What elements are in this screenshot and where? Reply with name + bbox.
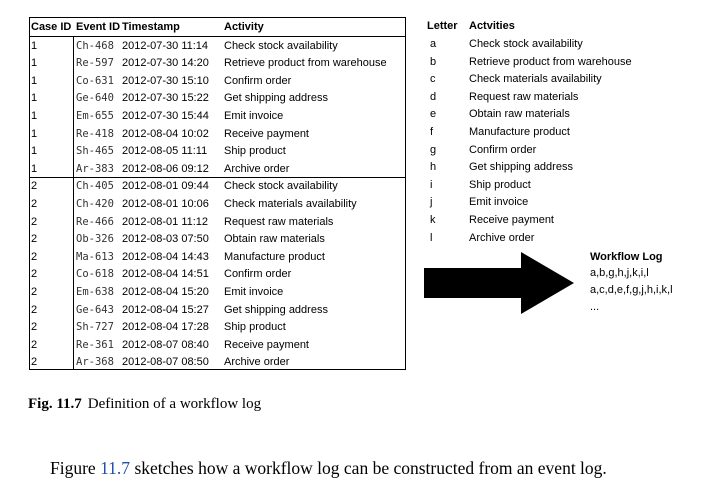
table-row bbox=[30, 196, 405, 214]
body-text-after: sketches how a workflow log can be constructed from an event log. bbox=[130, 458, 607, 478]
list-item bbox=[422, 212, 652, 230]
activity-cell: Emit invoice bbox=[224, 109, 284, 122]
case-id-cell: 2 bbox=[31, 338, 38, 351]
figure-reference-link[interactable]: 11.7 bbox=[100, 458, 131, 478]
table-row bbox=[30, 90, 405, 108]
activity-cell: Get shipping address bbox=[224, 303, 328, 316]
case-id-cell: 1 bbox=[31, 74, 38, 87]
case-id-cell: 2 bbox=[31, 285, 38, 298]
case-id-cell: 2 bbox=[31, 215, 38, 228]
event-id-cell: Sh-727 bbox=[76, 321, 114, 334]
activity-cell: Check stock availability bbox=[224, 180, 338, 193]
letter-cell: d bbox=[430, 90, 437, 103]
body-text-before: Figure bbox=[50, 458, 101, 478]
timestamp-cell: 2012-07-30 15:44 bbox=[122, 109, 209, 122]
timestamp-cell: 2012-07-30 15:10 bbox=[122, 74, 209, 87]
timestamp-cell: 2012-08-05 11:11 bbox=[122, 145, 208, 158]
event-id-cell: Ge-643 bbox=[76, 303, 114, 316]
timestamp-cell: 2012-08-04 15:27 bbox=[122, 303, 209, 316]
timestamp-cell: 2012-08-04 15:20 bbox=[122, 285, 209, 298]
timestamp-cell: 2012-08-04 10:02 bbox=[122, 127, 209, 140]
timestamp-cell: 2012-08-04 17:28 bbox=[122, 321, 209, 334]
workflow-trace: a,c,d,e,f,g,j,h,i,k,l bbox=[590, 284, 673, 296]
mapped-activity-cell: Check materials availability bbox=[469, 73, 602, 86]
header-event-id: Event ID bbox=[76, 21, 121, 33]
list-item bbox=[422, 194, 652, 212]
activity-cell: Ship product bbox=[224, 321, 286, 334]
case-id-cell: 1 bbox=[31, 127, 38, 140]
timestamp-cell: 2012-07-30 14:20 bbox=[122, 57, 209, 70]
event-id-cell: Ch-405 bbox=[76, 180, 114, 193]
table-row bbox=[30, 231, 405, 249]
letter-cell: l bbox=[430, 231, 433, 244]
header-case-id: Case ID bbox=[31, 21, 72, 33]
event-id-cell: Ch-468 bbox=[76, 39, 114, 52]
case-id-cell: 1 bbox=[31, 92, 38, 105]
list-item bbox=[422, 124, 652, 142]
header-activity: Activity bbox=[224, 21, 264, 33]
activity-cell: Manufacture product bbox=[224, 250, 325, 263]
event-id-cell: Co-631 bbox=[76, 74, 114, 87]
activity-cell: Archive order bbox=[224, 162, 290, 175]
mapped-activity-cell: Ship product bbox=[469, 178, 531, 191]
event-id-cell: Sh-465 bbox=[76, 145, 114, 158]
table-row bbox=[30, 55, 405, 73]
event-id-cell: Em-638 bbox=[76, 285, 114, 298]
timestamp-cell: 2012-07-30 15:22 bbox=[122, 92, 209, 105]
activity-cell: Emit invoice bbox=[224, 285, 284, 298]
list-item bbox=[422, 177, 652, 195]
workflow-log bbox=[590, 249, 673, 316]
letter-cell: c bbox=[430, 73, 436, 86]
mapped-activity-cell: Get shipping address bbox=[469, 161, 573, 174]
table-row bbox=[30, 108, 405, 126]
table-row bbox=[30, 337, 405, 355]
case-id-cell: 1 bbox=[31, 162, 38, 175]
list-item bbox=[422, 36, 652, 54]
event-id-cell: Re-361 bbox=[76, 338, 114, 351]
timestamp-cell: 2012-08-06 09:12 bbox=[122, 162, 209, 175]
activity-cell: Ship product bbox=[224, 145, 286, 158]
activity-cell: Request raw materials bbox=[224, 215, 334, 228]
table-row bbox=[30, 319, 405, 337]
table-row bbox=[30, 284, 405, 302]
activity-cell: Get shipping address bbox=[224, 92, 328, 105]
table-row bbox=[30, 73, 405, 91]
case-id-cell: 2 bbox=[31, 303, 38, 316]
timestamp-cell: 2012-08-03 07:50 bbox=[122, 233, 209, 246]
event-id-cell: Em-655 bbox=[76, 109, 114, 122]
timestamp-cell: 2012-08-01 10:06 bbox=[122, 197, 209, 210]
case-id-cell: 2 bbox=[31, 233, 38, 246]
case-id-cell: 1 bbox=[31, 57, 38, 70]
timestamp-cell: 2012-07-30 11:14 bbox=[122, 39, 209, 52]
body-paragraph bbox=[50, 458, 607, 479]
timestamp-cell: 2012-08-01 09:44 bbox=[122, 180, 209, 193]
table-row bbox=[30, 354, 405, 372]
mapped-activity-cell: Emit invoice bbox=[469, 196, 529, 209]
list-item bbox=[422, 71, 652, 89]
figure-caption bbox=[28, 396, 261, 413]
timestamp-cell: 2012-08-01 11:12 bbox=[122, 215, 209, 228]
event-id-cell: Ge-640 bbox=[76, 92, 114, 105]
case-id-cell: 2 bbox=[31, 321, 38, 334]
letter-cell: f bbox=[430, 126, 434, 138]
list-item bbox=[422, 230, 652, 248]
case-id-cell: 2 bbox=[31, 180, 38, 193]
mapped-activity-cell: Obtain raw materials bbox=[469, 108, 570, 121]
activity-cell: Check stock availability bbox=[224, 39, 338, 52]
table-row bbox=[30, 161, 405, 179]
timestamp-cell: 2012-08-07 08:40 bbox=[122, 338, 209, 351]
mapped-activity-cell: Confirm order bbox=[469, 143, 537, 156]
activity-cell: Check materials availability bbox=[224, 197, 357, 210]
workflow-log-title: Workflow Log bbox=[590, 251, 663, 263]
case-id-cell: 2 bbox=[31, 268, 38, 281]
table-row bbox=[30, 126, 405, 144]
letter-cell: g bbox=[430, 143, 437, 156]
mapped-activity-cell: Retrieve product from warehouse bbox=[469, 55, 632, 68]
list-item bbox=[422, 89, 652, 107]
letter-cell: a bbox=[430, 38, 437, 50]
letter-cell: k bbox=[430, 214, 436, 226]
right-arrow-icon bbox=[424, 252, 574, 314]
table-row bbox=[30, 214, 405, 232]
caption-text: Definition of a workflow log bbox=[87, 396, 262, 412]
table-row bbox=[30, 38, 405, 56]
mapped-activity-cell: Receive payment bbox=[469, 214, 554, 226]
workflow-trace-ellipsis: ... bbox=[590, 301, 600, 313]
mapped-activity-cell: Check stock availability bbox=[469, 38, 583, 50]
case-id-cell: 2 bbox=[31, 197, 38, 210]
case-id-cell: 2 bbox=[31, 250, 38, 263]
workflow-trace: a,b,g,h,j,k,i,l bbox=[590, 267, 649, 279]
event-id-cell: Re-597 bbox=[76, 57, 114, 70]
activity-cell: Confirm order bbox=[224, 74, 292, 87]
letter-cell: e bbox=[430, 108, 437, 121]
event-id-cell: Ar-368 bbox=[76, 356, 114, 369]
event-id-cell: Re-466 bbox=[76, 215, 114, 228]
list-item bbox=[422, 159, 652, 177]
letter-cell: h bbox=[430, 161, 437, 174]
timestamp-cell: 2012-08-04 14:51 bbox=[122, 268, 209, 281]
case-id-cell: 1 bbox=[31, 39, 38, 52]
header-letter: Letter bbox=[427, 20, 458, 32]
table-row bbox=[30, 302, 405, 320]
letter-cell: j bbox=[430, 196, 433, 209]
table-row bbox=[30, 266, 405, 284]
event-id-cell: Ma-613 bbox=[76, 250, 114, 263]
list-item bbox=[422, 142, 652, 160]
mapped-activity-cell: Request raw materials bbox=[469, 90, 579, 103]
event-id-cell: Ch-420 bbox=[76, 197, 114, 210]
event-log-table bbox=[29, 17, 406, 370]
activity-cell: Confirm order bbox=[224, 268, 292, 281]
activity-cell: Receive payment bbox=[224, 127, 309, 140]
table-row bbox=[30, 249, 405, 267]
case-id-cell: 1 bbox=[31, 145, 38, 158]
list-item bbox=[422, 54, 652, 72]
case-id-cell: 1 bbox=[31, 109, 38, 122]
header-activities: Actvities bbox=[469, 20, 515, 32]
letter-cell: i bbox=[430, 178, 433, 191]
event-id-cell: Co-618 bbox=[76, 268, 114, 281]
list-item bbox=[422, 106, 652, 124]
event-id-cell: Re-418 bbox=[76, 127, 114, 140]
activity-cell: Archive order bbox=[224, 356, 290, 369]
event-id-cell: Ob-326 bbox=[76, 233, 114, 246]
event-id-cell: Ar-383 bbox=[76, 162, 114, 175]
mapped-activity-cell: Manufacture product bbox=[469, 126, 570, 138]
case-id-cell: 2 bbox=[31, 356, 38, 369]
letter-cell: b bbox=[430, 55, 437, 68]
table-row bbox=[30, 143, 405, 161]
mapped-activity-cell: Archive order bbox=[469, 231, 535, 244]
timestamp-cell: 2012-08-07 08:50 bbox=[122, 356, 209, 369]
figure-label: Fig. 11.7 bbox=[28, 396, 82, 412]
timestamp-cell: 2012-08-04 14:43 bbox=[122, 250, 209, 263]
activity-cell: Receive payment bbox=[224, 338, 309, 351]
table-row bbox=[30, 178, 405, 196]
activity-cell: Retrieve product from warehouse bbox=[224, 57, 387, 70]
header-timestamp: Timestamp bbox=[122, 21, 180, 33]
activity-cell: Obtain raw materials bbox=[224, 233, 325, 246]
